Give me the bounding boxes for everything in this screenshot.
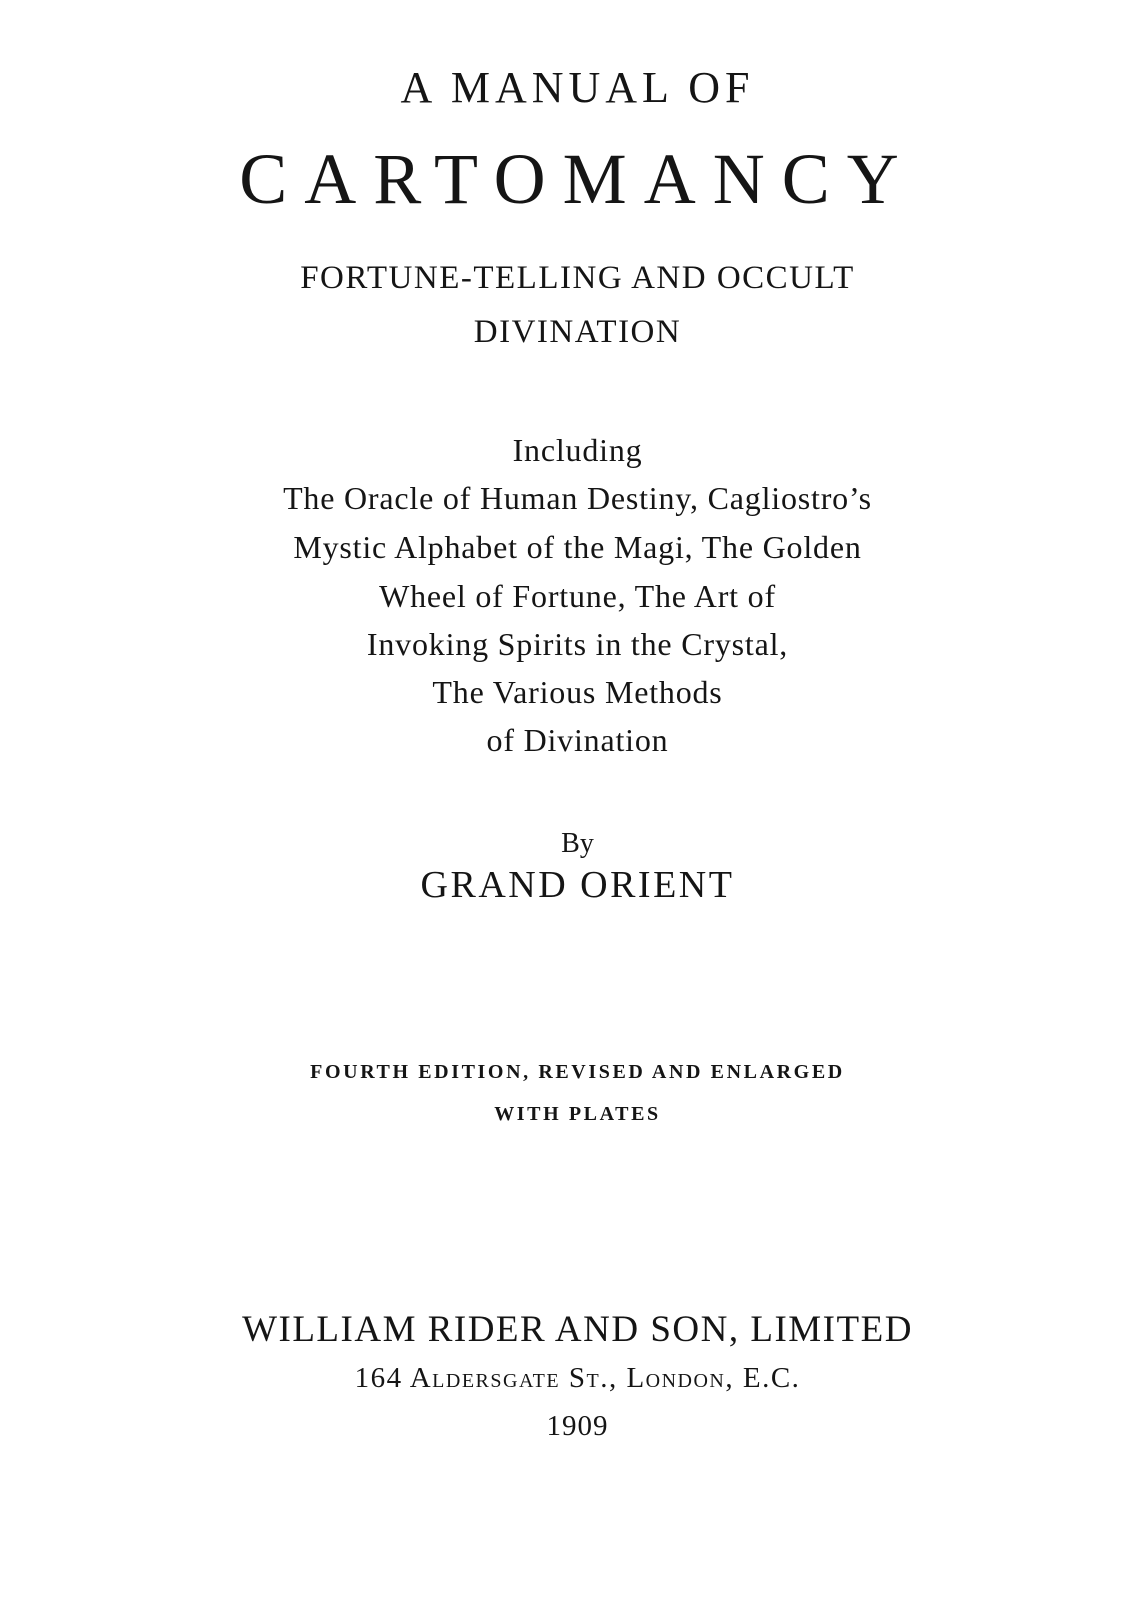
subtitle-line-2: DIVINATION: [473, 314, 682, 350]
edition-line-2: WITH PLATES: [494, 1103, 661, 1125]
contents-line-5: The Various Methods: [432, 674, 723, 710]
contents-line-2: Mystic Alphabet of the Magi, The Golden: [293, 529, 862, 565]
contents-line-4: Invoking Spirits in the Crystal,: [366, 626, 789, 662]
title-line-1: A MANUAL OF: [400, 63, 755, 112]
publisher-name: WILLIAM RIDER AND SON, LIMITED: [242, 1309, 913, 1350]
contents-intro: Including: [512, 432, 643, 468]
author-name: GRAND ORIENT: [420, 864, 735, 906]
contents-line-6: of Divination: [486, 722, 669, 758]
byline-by: By: [561, 828, 594, 859]
publisher-address: 164 Aldersgate St., London, E.C.: [354, 1362, 801, 1394]
contents-line-1: The Oracle of Human Destiny, Cagliostro’s: [283, 480, 872, 516]
subtitle-line-1: FORTUNE-TELLING AND OCCULT: [300, 260, 855, 296]
edition-line-1: FOURTH EDITION, REVISED AND ENLARGED: [310, 1061, 845, 1083]
contents-line-3: Wheel of Fortune, The Art of: [379, 578, 776, 614]
main-title: CARTOMANCY: [239, 139, 916, 219]
publication-year: 1909: [546, 1410, 609, 1442]
